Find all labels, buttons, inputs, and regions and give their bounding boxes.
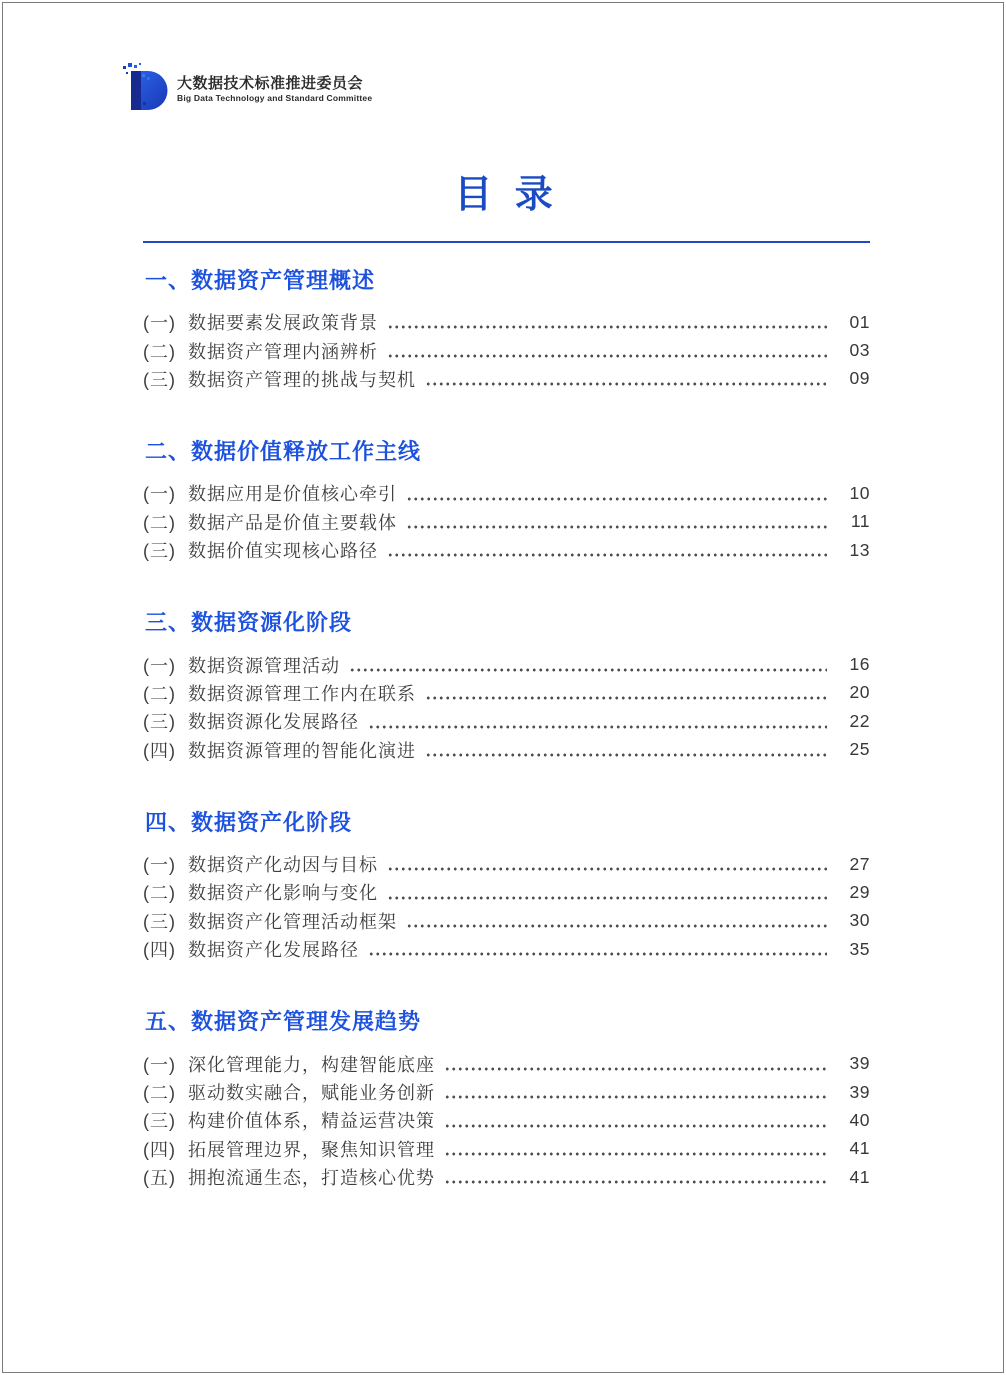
page-number: 03 bbox=[849, 340, 870, 361]
toc-entry[interactable] bbox=[143, 508, 870, 536]
entry-title: 数据资源管理的智能化演进 bbox=[188, 740, 416, 761]
entry-title: 数据产品是价值主要载体 bbox=[188, 512, 397, 533]
logo-title-chinese: 大数据技术标准推进委员会 bbox=[177, 75, 364, 92]
toc-entry[interactable] bbox=[143, 850, 870, 878]
dotted-leader bbox=[444, 1124, 827, 1128]
entry-index: (一) bbox=[143, 855, 176, 876]
dotted-leader bbox=[425, 382, 827, 386]
dotted-leader bbox=[349, 668, 827, 672]
entry-title: 数据资源管理活动 bbox=[188, 655, 340, 676]
toc-entry[interactable] bbox=[143, 1049, 870, 1077]
page-number: 35 bbox=[849, 938, 870, 959]
section-heading: 二、数据价值释放工作主线 bbox=[145, 439, 422, 465]
toc-entry[interactable] bbox=[143, 935, 870, 963]
dotted-leader bbox=[406, 525, 827, 529]
page-number: 27 bbox=[849, 853, 870, 874]
toc-entry[interactable] bbox=[143, 1135, 870, 1163]
page-number: 39 bbox=[849, 1053, 870, 1074]
toc-entry[interactable] bbox=[143, 536, 870, 564]
entry-index: (一) bbox=[143, 484, 176, 505]
dotted-leader bbox=[444, 1180, 827, 1184]
entry-title: 数据资源管理工作内在联系 bbox=[188, 683, 416, 704]
title-divider bbox=[143, 241, 870, 243]
dotted-leader bbox=[425, 753, 827, 757]
toc-section bbox=[143, 610, 870, 764]
dotted-leader bbox=[368, 725, 827, 729]
dotted-leader bbox=[406, 497, 827, 501]
dotted-leader bbox=[444, 1095, 827, 1099]
entry-index: (二) bbox=[143, 512, 176, 533]
entry-index: (一) bbox=[143, 1054, 176, 1075]
toc-entry[interactable] bbox=[143, 650, 870, 678]
page-number: 10 bbox=[849, 482, 870, 503]
toc-entry[interactable] bbox=[143, 878, 870, 906]
dotted-leader bbox=[444, 1067, 827, 1071]
toc-section bbox=[143, 439, 870, 564]
entry-index: (三) bbox=[143, 712, 176, 733]
entry-title: 拥抱流通生态，打造核心优势 bbox=[188, 1168, 435, 1189]
dotted-leader bbox=[387, 896, 827, 900]
page-number: 22 bbox=[849, 710, 870, 731]
toc-section bbox=[143, 810, 870, 964]
toc-entry[interactable] bbox=[143, 308, 870, 336]
page-number: 09 bbox=[849, 368, 870, 389]
entry-title: 驱动数实融合，赋能业务创新 bbox=[188, 1083, 435, 1104]
entry-title: 数据要素发展政策背景 bbox=[188, 313, 378, 334]
toc-entry[interactable] bbox=[143, 707, 870, 735]
entry-title: 拓展管理边界，聚焦知识管理 bbox=[188, 1139, 435, 1160]
entry-title: 数据价值实现核心路径 bbox=[188, 541, 378, 562]
entry-title: 数据资产化动因与目标 bbox=[188, 855, 378, 876]
entry-title: 数据资产化管理活动框架 bbox=[188, 911, 397, 932]
toc-entry[interactable] bbox=[143, 365, 870, 393]
entry-index: (四) bbox=[143, 740, 176, 761]
entry-title: 构建价值体系，精益运营决策 bbox=[188, 1111, 435, 1132]
toc-entry[interactable] bbox=[143, 1078, 870, 1106]
entry-index: (四) bbox=[143, 1139, 176, 1160]
page-title: 目 录 bbox=[454, 174, 559, 216]
entry-title: 数据资产化影响与变化 bbox=[188, 883, 378, 904]
page-number: 30 bbox=[849, 910, 870, 931]
page-number: 25 bbox=[849, 739, 870, 760]
page-number: 16 bbox=[849, 654, 870, 675]
toc-entry[interactable] bbox=[143, 736, 870, 764]
toc-section bbox=[143, 1009, 870, 1191]
dotted-leader bbox=[425, 696, 827, 700]
section-heading: 一、数据资产管理概述 bbox=[145, 268, 376, 293]
page-number: 01 bbox=[849, 311, 870, 332]
entry-index: (二) bbox=[143, 683, 176, 704]
dotted-leader bbox=[368, 952, 827, 956]
entry-index: (三) bbox=[143, 369, 176, 390]
toc-entry[interactable] bbox=[143, 1163, 870, 1191]
entry-title: 数据资源化发展路径 bbox=[188, 712, 359, 733]
toc-section bbox=[143, 268, 870, 393]
entry-index: (五) bbox=[143, 1168, 176, 1189]
dotted-leader bbox=[444, 1152, 827, 1156]
dotted-leader bbox=[406, 924, 827, 928]
entry-title: 数据资产化发展路径 bbox=[188, 940, 359, 961]
section-heading: 四、数据资产化阶段 bbox=[145, 809, 353, 835]
page-number: 29 bbox=[849, 881, 870, 902]
toc-entry[interactable] bbox=[143, 907, 870, 935]
dotted-leader bbox=[387, 553, 827, 557]
section-heading: 五、数据资产管理发展趋势 bbox=[145, 1009, 422, 1035]
entry-index: (四) bbox=[143, 940, 176, 961]
entry-title: 数据资产管理内涵辨析 bbox=[188, 341, 378, 362]
entry-index: (三) bbox=[143, 911, 176, 932]
toc-entry[interactable] bbox=[143, 1106, 870, 1134]
entry-index: (二) bbox=[143, 883, 176, 904]
dotted-leader bbox=[387, 867, 827, 871]
page-number: 11 bbox=[850, 511, 870, 532]
page-number: 39 bbox=[849, 1081, 870, 1102]
page-number: 13 bbox=[849, 539, 870, 560]
entry-index: (三) bbox=[143, 541, 176, 562]
dotted-leader bbox=[387, 354, 827, 358]
toc-entry[interactable] bbox=[143, 679, 870, 707]
toc-entry[interactable] bbox=[143, 336, 870, 364]
entry-title: 数据应用是价值核心牵引 bbox=[188, 484, 397, 505]
page-number: 40 bbox=[849, 1109, 870, 1130]
dotted-leader bbox=[387, 325, 827, 329]
page-number: 20 bbox=[849, 682, 870, 703]
entry-index: (二) bbox=[143, 341, 176, 362]
entry-title: 深化管理能力，构建智能底座 bbox=[188, 1054, 435, 1075]
toc-entry[interactable] bbox=[143, 479, 870, 507]
section-heading: 三、数据资源化阶段 bbox=[145, 610, 353, 636]
logo-title-english: Big Data Technology and Standard Committee bbox=[177, 93, 373, 103]
page-number: 41 bbox=[849, 1166, 870, 1187]
entry-title: 数据资产管理的挑战与契机 bbox=[188, 369, 416, 390]
page-number: 41 bbox=[849, 1138, 870, 1159]
entry-index: (二) bbox=[143, 1083, 176, 1104]
toc-sections bbox=[143, 268, 870, 1191]
toc-content bbox=[143, 3, 870, 1191]
entry-index: (一) bbox=[143, 313, 176, 334]
entry-index: (一) bbox=[143, 655, 176, 676]
document-page bbox=[2, 2, 1004, 1373]
entry-index: (三) bbox=[143, 1111, 176, 1132]
